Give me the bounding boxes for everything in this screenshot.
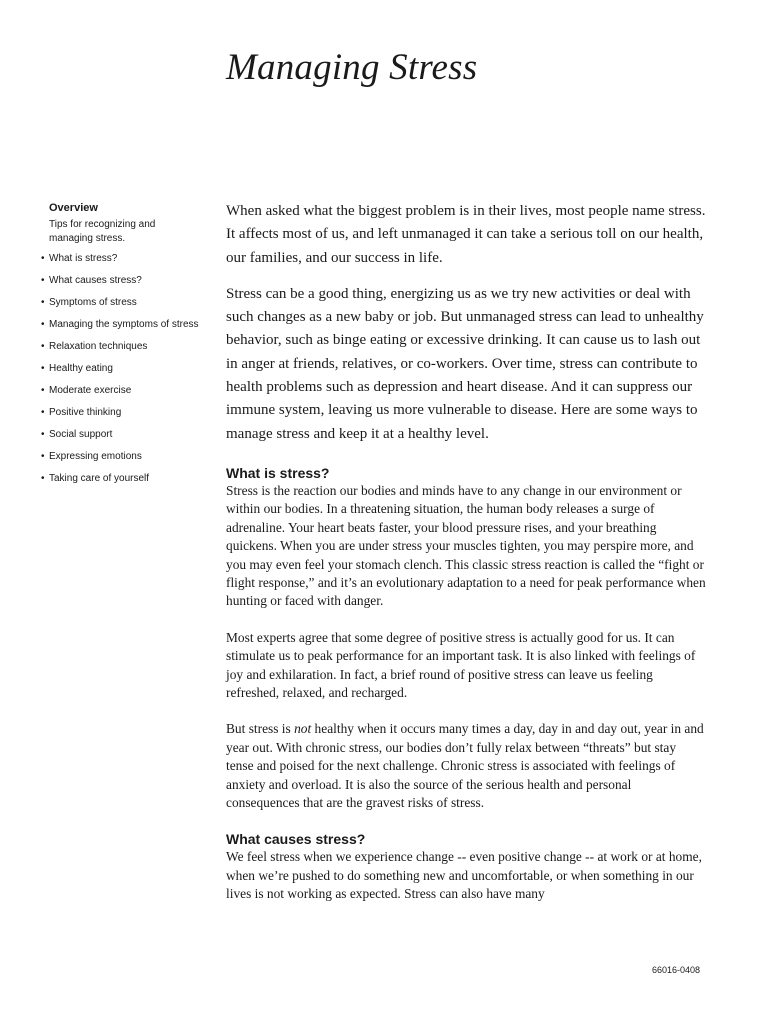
- bullet-icon: •: [41, 429, 45, 440]
- section-1-paragraph-3: [226, 720, 706, 812]
- toc-item-social-support[interactable]: [41, 428, 201, 442]
- bullet-icon: •: [41, 319, 45, 330]
- section-2-paragraph-1: We feel stress when we experience change -- even positive change -- at work or at home, when we’re pushed to do something new and uncomfortable, or when something in our lives is not working as expected. Stress can also have many: [226, 849, 702, 902]
- main-content: [226, 200, 706, 922]
- bullet-icon: •: [41, 385, 45, 396]
- section-heading-what-is-stress: What is stress?: [226, 464, 330, 481]
- document-code: 66016-0408: [651, 965, 700, 975]
- toc-item-what-causes-stress[interactable]: [41, 274, 201, 288]
- toc-item-relaxation-techniques[interactable]: [41, 340, 201, 354]
- toc-item-label: Social support: [49, 429, 113, 440]
- toc-item-taking-care[interactable]: [41, 472, 201, 486]
- bullet-icon: •: [41, 253, 45, 264]
- toc-item-label: Moderate exercise: [49, 385, 132, 396]
- toc-item-managing-symptoms[interactable]: [41, 318, 201, 332]
- toc-item-label: What is stress?: [49, 253, 118, 264]
- toc-item-what-is-stress[interactable]: [41, 252, 201, 266]
- intro-paragraph-2: Stress can be a good thing, energizing us as we try new activities or deal with such changes as a new baby or job. But unmanaged stress can lead to unhealthy behavior, such as binge eating or excessive drinking. It can cause us to lash out in anger at friends, relatives, or co-workers. Over time, stress can contribute to health problems such as depression and heart disease. And it can suppress our immune system, leaving us more vulnerable to disease. Here are some ways to manage stress and keep it at a healthy level.: [226, 285, 704, 442]
- bullet-icon: •: [41, 341, 45, 352]
- emphasis-not: not: [294, 721, 312, 737]
- toc-item-healthy-eating[interactable]: [41, 362, 201, 376]
- paragraph-text: But stress is: [226, 721, 295, 737]
- intro-paragraph-1: When asked what the biggest problem is in their lives, most people name stress. It affects most of us, and left unmanaged it can take a serious toll on our health, our families, and our success in life.: [226, 203, 706, 266]
- toc-item-symptoms-of-stress[interactable]: [41, 296, 201, 310]
- bullet-icon: •: [41, 275, 45, 286]
- toc-item-label: Expressing emotions: [49, 451, 142, 462]
- toc-item-label: Positive thinking: [49, 407, 122, 418]
- toc-item-expressing-emotions[interactable]: [41, 450, 201, 464]
- bullet-icon: •: [41, 363, 45, 374]
- toc-item-label: Relaxation techniques: [49, 341, 148, 352]
- section-1-paragraph-1: Stress is the reaction our bodies and minds have to any change in our environment or within our bodies. In a threatening situation, the human body releases a surge of adrenaline. Your heart beats faster, your blood pressure rises, and your breathing quickens. When you are under stress your muscles tighten, you may perspire more, and you may even feel your stomach clench. This classic stress reaction is called the “fight or flight response,” and it’s an evolutionary adaptation to a need for peak performance when hunting or faced with danger.: [226, 482, 706, 609]
- toc-heading[interactable]: Overview: [49, 202, 98, 214]
- toc-item-label: Healthy eating: [49, 363, 113, 374]
- bullet-icon: •: [41, 297, 45, 308]
- sidebar-toc: [41, 201, 201, 494]
- toc-list: [41, 252, 201, 486]
- bullet-icon: •: [41, 473, 45, 484]
- bullet-icon: •: [41, 451, 45, 462]
- section-1-paragraph-2: Most experts agree that some degree of positive stress is actually good for us. It can stimulate us to peak performance for an important task. It is also linked with feelings of joy and exhilaration. In fact, a brief round of positive stress can leave us feeling refreshed, relaxed, and recharged.: [226, 629, 696, 701]
- toc-item-moderate-exercise[interactable]: [41, 384, 201, 398]
- paragraph-text: healthy when it occurs many times a day, day in and day out, year in and year out. With chronic stress, our bodies don’t fully relax between “threats” but stay tense and poised for the next challenge. Chronic stress is associated with feelings of anxiety and overload. It is also the source of the serious health and personal consequences that are the gravest risks of stress.: [226, 721, 704, 811]
- toc-item-label: What causes stress?: [49, 275, 142, 286]
- bullet-icon: •: [41, 407, 45, 418]
- toc-item-positive-thinking[interactable]: [41, 406, 201, 420]
- toc-subtitle: Tips for recognizing and managing stress.: [49, 219, 156, 244]
- toc-item-label: Managing the symptoms of stress: [49, 319, 199, 330]
- toc-item-label: Taking care of yourself: [49, 473, 150, 484]
- section-heading-what-causes-stress: What causes stress?: [226, 831, 366, 848]
- page-title: Managing Stress: [226, 47, 478, 88]
- toc-item-label: Symptoms of stress: [49, 297, 137, 308]
